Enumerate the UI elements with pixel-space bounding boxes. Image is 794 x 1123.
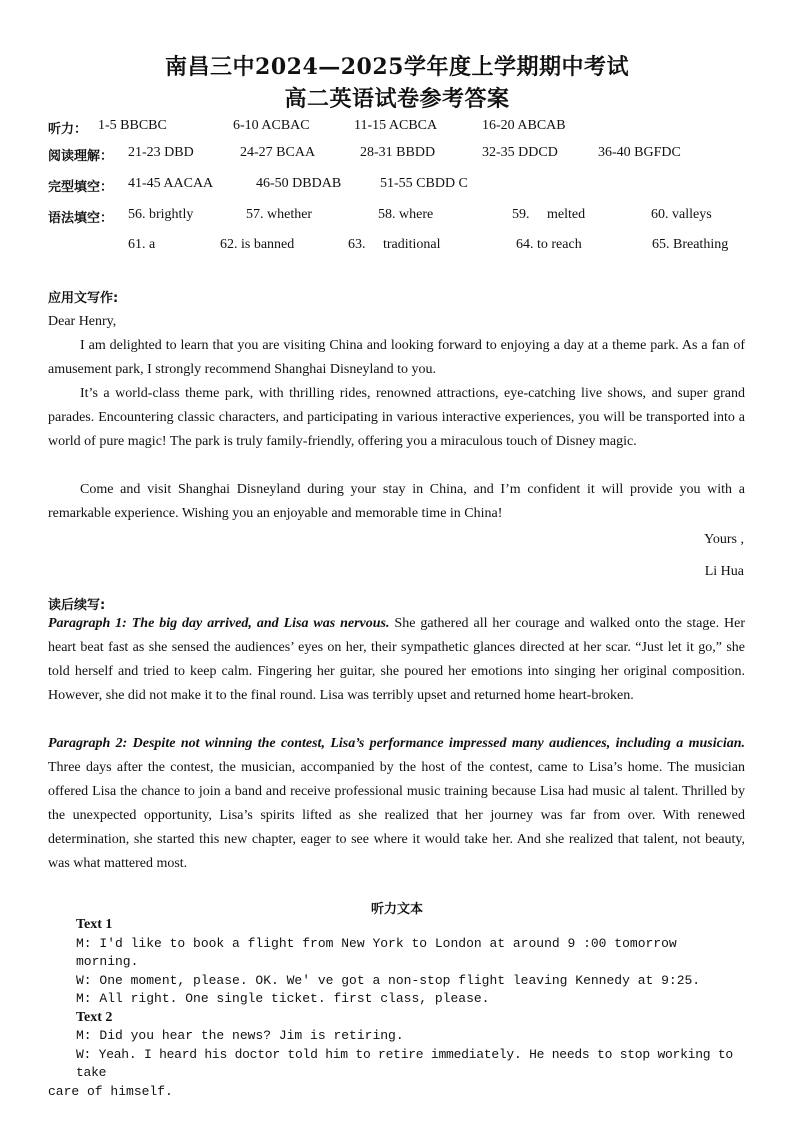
paragraph-lead: Paragraph 2: Despite not winning the contest, Lisa’s performance impressed many audiences, including a musician. bbox=[48, 736, 745, 751]
page-subtitle: 高二英语试卷参考答案 bbox=[284, 86, 510, 112]
grammar-answer: 56. brightly bbox=[128, 207, 194, 222]
answer-group: 46-50 DBDAB bbox=[256, 176, 342, 191]
text-label: Text 1 bbox=[76, 917, 113, 932]
grammar-answer: 60. valleys bbox=[651, 207, 712, 222]
reading-label: 阅读理解： bbox=[48, 149, 114, 164]
answer-group: 21-23 DBD bbox=[128, 145, 194, 160]
letter-paragraph: I am delighted to learn that you are visiting China and looking forward to enjoying a day at a theme park. As a fan of amusement park, I strongly recommend Shanghai Disneyland to you. bbox=[48, 338, 745, 377]
answer-group: 24-27 BCAA bbox=[240, 145, 316, 160]
letter-signature: Li Hua bbox=[704, 564, 744, 579]
answer-group: 11-15 ACBCA bbox=[354, 118, 438, 133]
grammar-answer: 61. a bbox=[128, 237, 156, 252]
continuation-paragraph-1 bbox=[48, 612, 745, 708]
grammar-answer: 58. where bbox=[378, 207, 434, 222]
letter-paragraph: It’s a world-class theme park, with thrilling rides, renowned attractions, eye-catching live shows, and super grand parades. Encountering classic characters, and participating in various interactive experiences, you will be transported into a world of pure magic! The park is truly family-friendly, offering you a miraculous touch of Disney magic. bbox=[48, 386, 745, 449]
grammar-answer: 63. traditional bbox=[348, 237, 441, 252]
cloze-label: 完型填空： bbox=[48, 180, 114, 195]
answer-group: 32-35 DDCD bbox=[482, 145, 558, 160]
answer-group: 1-5 BBCBC bbox=[98, 118, 167, 133]
dialogue-line: W: One moment, please. OK. We' ve got a non-stop flight leaving Kennedy at 9:25. bbox=[76, 972, 701, 988]
dialogue-line: M: Did you hear the news? Jim is retiring. bbox=[76, 1028, 404, 1043]
paragraph-body: Three days after the contest, the musician, accompanied by the host of the contest, came to Lisa’s home. The musician offered Lisa the chance to join a band and receive professional music training because Lisa had music al talent. Thrilled by the unexpected opportunity, Lisa’s spirits lifted as she realized that her journey was far from over. With renewed determination, she started this new chapter, eager to see where it would take her. And she realized that talent, not beauty, was what mattered most. bbox=[48, 760, 745, 871]
listening-label: 听力： bbox=[48, 122, 88, 137]
grammar-answer: 64. to reach bbox=[516, 237, 582, 252]
dialogue-line: M: All right. One single ticket. first class, please. bbox=[76, 991, 490, 1006]
continuation-heading: 读后续写: bbox=[48, 598, 106, 613]
grammar-label: 语法填空： bbox=[48, 211, 114, 226]
listening-text-heading: 听力文本 bbox=[370, 902, 423, 917]
text-label: Text 2 bbox=[76, 1009, 113, 1025]
paragraph-lead: Paragraph 1: The big day arrived, and Lisa was nervous. bbox=[48, 616, 390, 631]
answer-group: 41-45 AACAA bbox=[128, 176, 214, 191]
continuation-paragraph-2 bbox=[48, 732, 745, 876]
letter-closing: Yours , bbox=[704, 532, 744, 547]
page-title: 南昌三中2024—2025学年度上学期期中考试 bbox=[165, 54, 629, 80]
answer-group: 28-31 BBDD bbox=[360, 145, 436, 160]
grammar-answer: 65. Breathing bbox=[652, 237, 729, 252]
letter-paragraph: Come and visit Shanghai Disneyland during your stay in China, and I’m confident it will provide you with a remarkable experience. Wishing you an enjoyable and memorable time in China! bbox=[48, 482, 745, 521]
answer-group: 51-55 CBDD C bbox=[380, 176, 468, 191]
answer-group: 6-10 ACBAC bbox=[233, 118, 310, 133]
answer-group: 16-20 ABCAB bbox=[482, 118, 566, 133]
dialogue-line-continued: care of himself. bbox=[48, 1083, 173, 1099]
letter-salutation: Dear Henry, bbox=[48, 314, 117, 329]
paragraph-body: She gathered all her courage and walked onto the stage. Her heart beat fast as she sensed the audiences’ eyes on her, their sympathetic glances directed at her scar. “Just let it go,” she told herself and tried to keep calm. Fingering her guitar, she poured her emotions into singing her original composition. However, she did not make it to the final round. Lisa was terribly upset and returned home heart-broken. bbox=[48, 616, 745, 703]
grammar-answer: 59. melted bbox=[512, 207, 586, 222]
dialogue-line: W: Yeah. I heard his doctor told him to retire immediately. He needs to stop working to take bbox=[76, 1046, 733, 1080]
grammar-answer: 62. is banned bbox=[220, 237, 295, 252]
listening-transcript bbox=[48, 916, 745, 1101]
dialogue-line: M: I'd like to book a flight from New York to London at around 9 :00 tomorrow morning. bbox=[76, 935, 677, 969]
grammar-answer: 57. whether bbox=[246, 207, 313, 222]
writing-heading: 应用文写作: bbox=[48, 291, 119, 306]
answer-group: 36-40 BGFDC bbox=[598, 145, 681, 160]
